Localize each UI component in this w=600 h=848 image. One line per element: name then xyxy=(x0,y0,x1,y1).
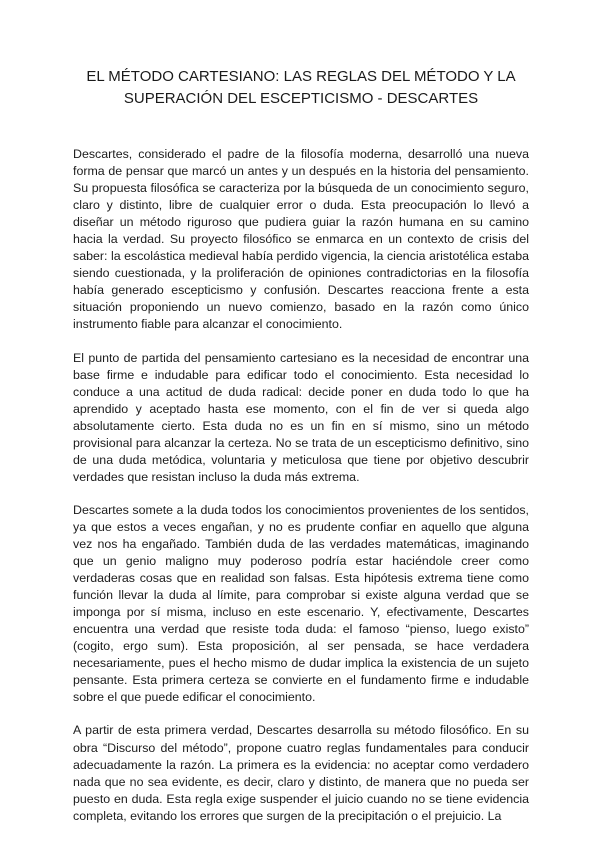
paragraph-3: Descartes somete a la duda todos los conocimientos provenientes de los sentidos, ya que estos a veces engañan, y no es prudente confiar en aquello que alguna vez nos ha engañado. También duda de las verdades matemáticas, imaginando que un genio maligno muy poderoso podría estar haciéndole creer como verdaderas cosas que en realidad son falsas. Esta hipótesis extrema tiene como función llevar la duda al límite, para comprobar si existe alguna verdad que se imponga por sí misma, incluso en este escenario. Y, efectivamente, Descartes encuentra una verdad que resiste toda duda: el famoso “pienso, luego existo” (cogito, ergo sum). Esta proposición, al ser pensada, se hace verdadera necesariamente, pues el hecho mismo de dudar implica la existencia de un sujeto pensante. Esta primera certeza se convierte en el fundamento firme e indudable sobre el que puede edificar el conocimiento. xyxy=(73,502,529,705)
paragraph-2: El punto de partida del pensamiento cartesiano es la necesidad de encontrar una base firme e indudable para edificar todo el conocimiento. Esta necesidad lo conduce a una actitud de duda radical: decide poner en duda todo lo que ha aprendido y aceptado hasta ese momento, con el fin de ver si queda algo absolutamente cierto. Esta duda no es un fin en sí mismo, sino un método provisional para alcanzar la certeza. No se trata de un escepticismo definitivo, sino de una duda metódica, voluntaria y meticulosa que tiene por objetivo descubrir verdades que resistan incluso la duda más extrema. xyxy=(73,350,529,484)
title-line-2: SUPERACIÓN DEL ESCEPTICISMO - DESCARTES xyxy=(123,89,479,107)
paragraph-4: A partir de esta primera verdad, Descartes desarrolla su método filosófico. En su obra “Discurso del método”, propone cuatro reglas fundamentales para conducir adecuadamente la razón. La primera es la evidencia: no aceptar como verdadero nada que no sea evidente, es decir, claro y distinto, de manera que no pueda ser puesto en duda. Esta regla exige suspender el juicio cuando no se tiene evidencia completa, evitando los errores que surgen de la precipitación o el prejuicio. La xyxy=(73,723,529,823)
title-line-1: EL MÉTODO CARTESIANO: LAS REGLAS DEL MÉTODO Y LA xyxy=(86,68,516,85)
paragraph-1: Descartes, considerado el padre de la filosofía moderna, desarrolló una nueva forma de pensar que marcó un antes y un después en la historia del pensamiento. Su propuesta filosófica se caracteriza por la búsqueda de un conocimiento seguro, claro y distinto, libre de cualquier error o duda. Esta preocupación lo llevó a diseñar un método riguroso que pudiera guiar la razón humana en su camino hacia la verdad. Su proyecto filosófico se enmarca en un contexto de crisis del saber: la escolástica medieval había perdido vigencia, la ciencia aristotélica estaba siendo cuestionada, y la proliferación de opiniones contradictorias en la filosofía había generado escepticismo y confusión. Descartes reacciona frente a esta situación proponiendo un nuevo comienzo, basado en la razón como único instrumento fiable para alcanzar el conocimiento. xyxy=(73,147,529,332)
document-title xyxy=(73,66,529,109)
